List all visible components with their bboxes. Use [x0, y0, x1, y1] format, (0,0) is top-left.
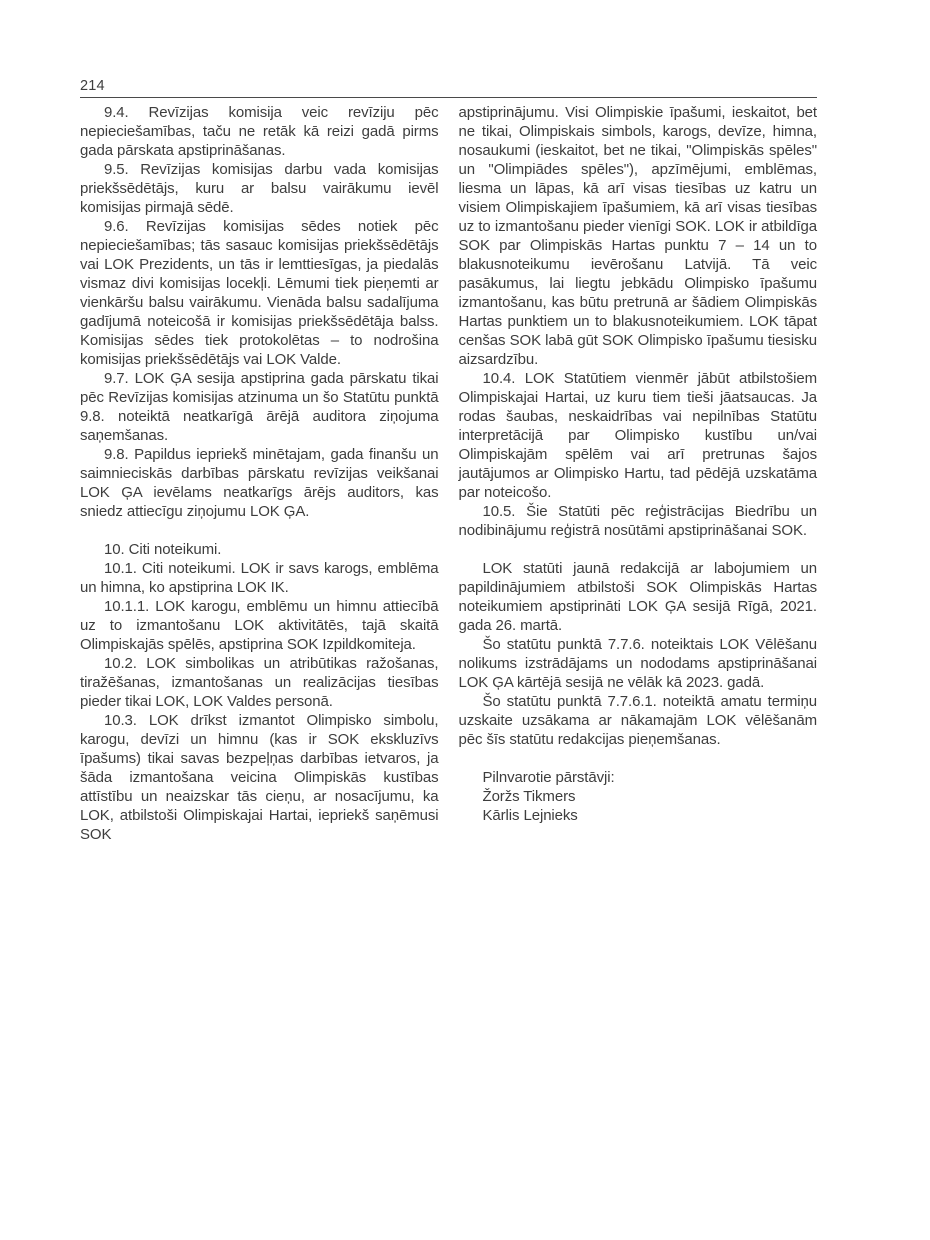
- signature-name-zorzs-tikmers: Žoržs Tikmers: [482, 788, 576, 805]
- paragraph-9-7: 9.7. LOK ĢA sesija apstiprina gada pārskatu tikai pēc Revīzijas komisijas atzinuma un šo Statūtu punktā 9.8. noteiktā neatkarīgā ārējā auditora ziņojuma saņemšanas.: [80, 370, 439, 444]
- paragraph-9-4: 9.4. Revīzijas komisija veic revīziju pēc nepieciešamības, taču ne retāk kā reizi gadā pirms gada pārskata apstiprināšanas.: [80, 104, 439, 159]
- page-number: 214: [80, 78, 105, 94]
- header-rule: [80, 97, 817, 98]
- left-column: [80, 103, 439, 844]
- paragraph-adoption-statement: LOK statūti jaunā redakcijā ar labojumiem un papildinājumiem atbilstoši SOK Olimpiskās Hartas noteikumiem apstiprināti LOK ĢA sesijā Rīgā, 2021. gada 26. martā.: [458, 560, 817, 634]
- paragraph-10-3-continuation: apstiprinājumu. Visi Olimpiskie īpašumi, ieskaitot, bet ne tikai, Olimpiskais simbols, karogs, devīze, himna, nosaukumi (ieskaitot, bet ne tikai, "Olimpiskās spēles" un "Olimpiādes spēles"), apzīmējumi, emblēmas, liesma un lāpas, kā arī visas tiesības uz katru un visiem Olimpiskajiem īpašumiem, kā arī visas tiesības uz to izmantošanu pieder vienīgi SOK. LOK ir atbildīga SOK par Olimpiskās Hartas punktu 7 – 14 un to blakusnoteikumu ievērošanu Latvijā. Tā veic pasākumus, lai liegtu jebkādu Olimpisko īpašumu izmantošanu, kas būtu pretrunā ar šādiem Olimpiskās Hartas punktiem un to blakusnoteikumiem. LOK tāpat cenšas SOK labā gūt SOK Olimpisko īpašumu tiesisku aizsardzību.: [458, 104, 817, 368]
- paragraph-9-8: 9.8. Papildus iepriekš minētajam, gada finanšu un saimnieciskās darbības pārskatu revīzijas veikšanai LOK ĢA ievēlams neatkarīgs ārējs auditors, kas sniedz attiecīgu ziņojumu LOK ĢA.: [80, 446, 439, 520]
- paragraph-10-4: 10.4. LOK Statūtiem vienmēr jābūt atbilstošiem Olimpiskajai Hartai, uz kuru tiem tieši jāatsaucas. Ja rodas šaubas, neskaidrības vai nepilnības Statūtu interpretācijā par Olimpisko kustību un/vai Olimpiskajām spēlēm vai arī pretrunas šajos jautājumos ar Olimpisko Hartu, tad pēdējā uzskatāma par noteicošo.: [458, 370, 817, 501]
- paragraph-10-2: 10.2. LOK simbolikas un atribūtikas ražošanas, tiražēšanas, izmantošanas un realizācijas tiesības pieder tikai LOK, LOK Valdes personā.: [80, 655, 439, 710]
- heading-10-citi-noteikumi: 10. Citi noteikumi.: [104, 541, 222, 558]
- paragraph-9-5: 9.5. Revīzijas komisijas darbu vada komisijas priekšsēdētājs, kuru ar balsu vairākumu ievēl komisijas pirmajā sēdē.: [80, 161, 439, 216]
- two-column-text-body: [80, 103, 817, 844]
- paragraph-7-7-6-1-note: Šo statūtu punktā 7.7.6.1. noteiktā amatu termiņu uzskaite uzsākama ar nākamajām LOK vēlēšanām pēc šīs statūtu redakcijas pieņemšanas.: [458, 693, 817, 748]
- paragraph-7-7-6-note: Šo statūtu punktā 7.7.6. noteiktais LOK Vēlēšanu nolikums izstrādājams un nododams apstiprināšanai LOK ĢA kārtējā sesijā ne vēlāk kā 2023. gadā.: [458, 636, 817, 691]
- paragraph-10-5: 10.5. Šie Statūti pēc reģistrācijas Biedrību un nodibinājumu reģistrā nosūtāmi apstiprināšanai SOK.: [458, 503, 817, 539]
- paragraph-9-6: 9.6. Revīzijas komisijas sēdes notiek pēc nepieciešamības; tās sasauc komisijas priekšsēdētājs vai LOK Prezidents, un tās ir lemttiesīgas, ja piedalās vismaz divi komisijas locekļi. Lēmumi tiek pieņemti ar vienkāršu balsu vairākumu. Vienāda balsu sadalījuma gadījumā noteicošā ir komisijas priekšsēdētāja balss. Komisijas sēdes tiek protokolētas – to nodrošina komisijas priekšsēdētājs vai LOK Valde.: [80, 218, 439, 368]
- page-header: [80, 0, 817, 106]
- paragraph-10-1: 10.1. Citi noteikumi. LOK ir savs karogs, emblēma un himna, ko apstiprina LOK IK.: [80, 560, 439, 596]
- paragraph-10-3: 10.3. LOK drīkst izmantot Olimpisko simbolu, karogu, devīzi un himnu (kas ir SOK ekskluzīvs īpašums) tikai savas bezpeļņas darbības ietvaros, ja šāda izmantošana veicina Olimpiskās kustības attīstību un neaizskar tās cieņu, ar nosacījumu, ka LOK, atbilstoši Olimpiskajai Hartai, iepriekš saņēmusi SOK: [80, 712, 439, 843]
- paragraph-10-1-1: 10.1.1. LOK karogu, emblēmu un himnu attiecībā uz to izmantošanu LOK aktivitātēs, tajā skaitā Olimpiskajās spēlēs, apstiprina SOK Izpildkomiteja.: [80, 598, 439, 653]
- right-column: [459, 103, 818, 844]
- signature-name-karlis-lejnieks: Kārlis Lejnieks: [482, 807, 578, 824]
- signature-heading: Pilnvarotie pārstāvji:: [482, 769, 615, 786]
